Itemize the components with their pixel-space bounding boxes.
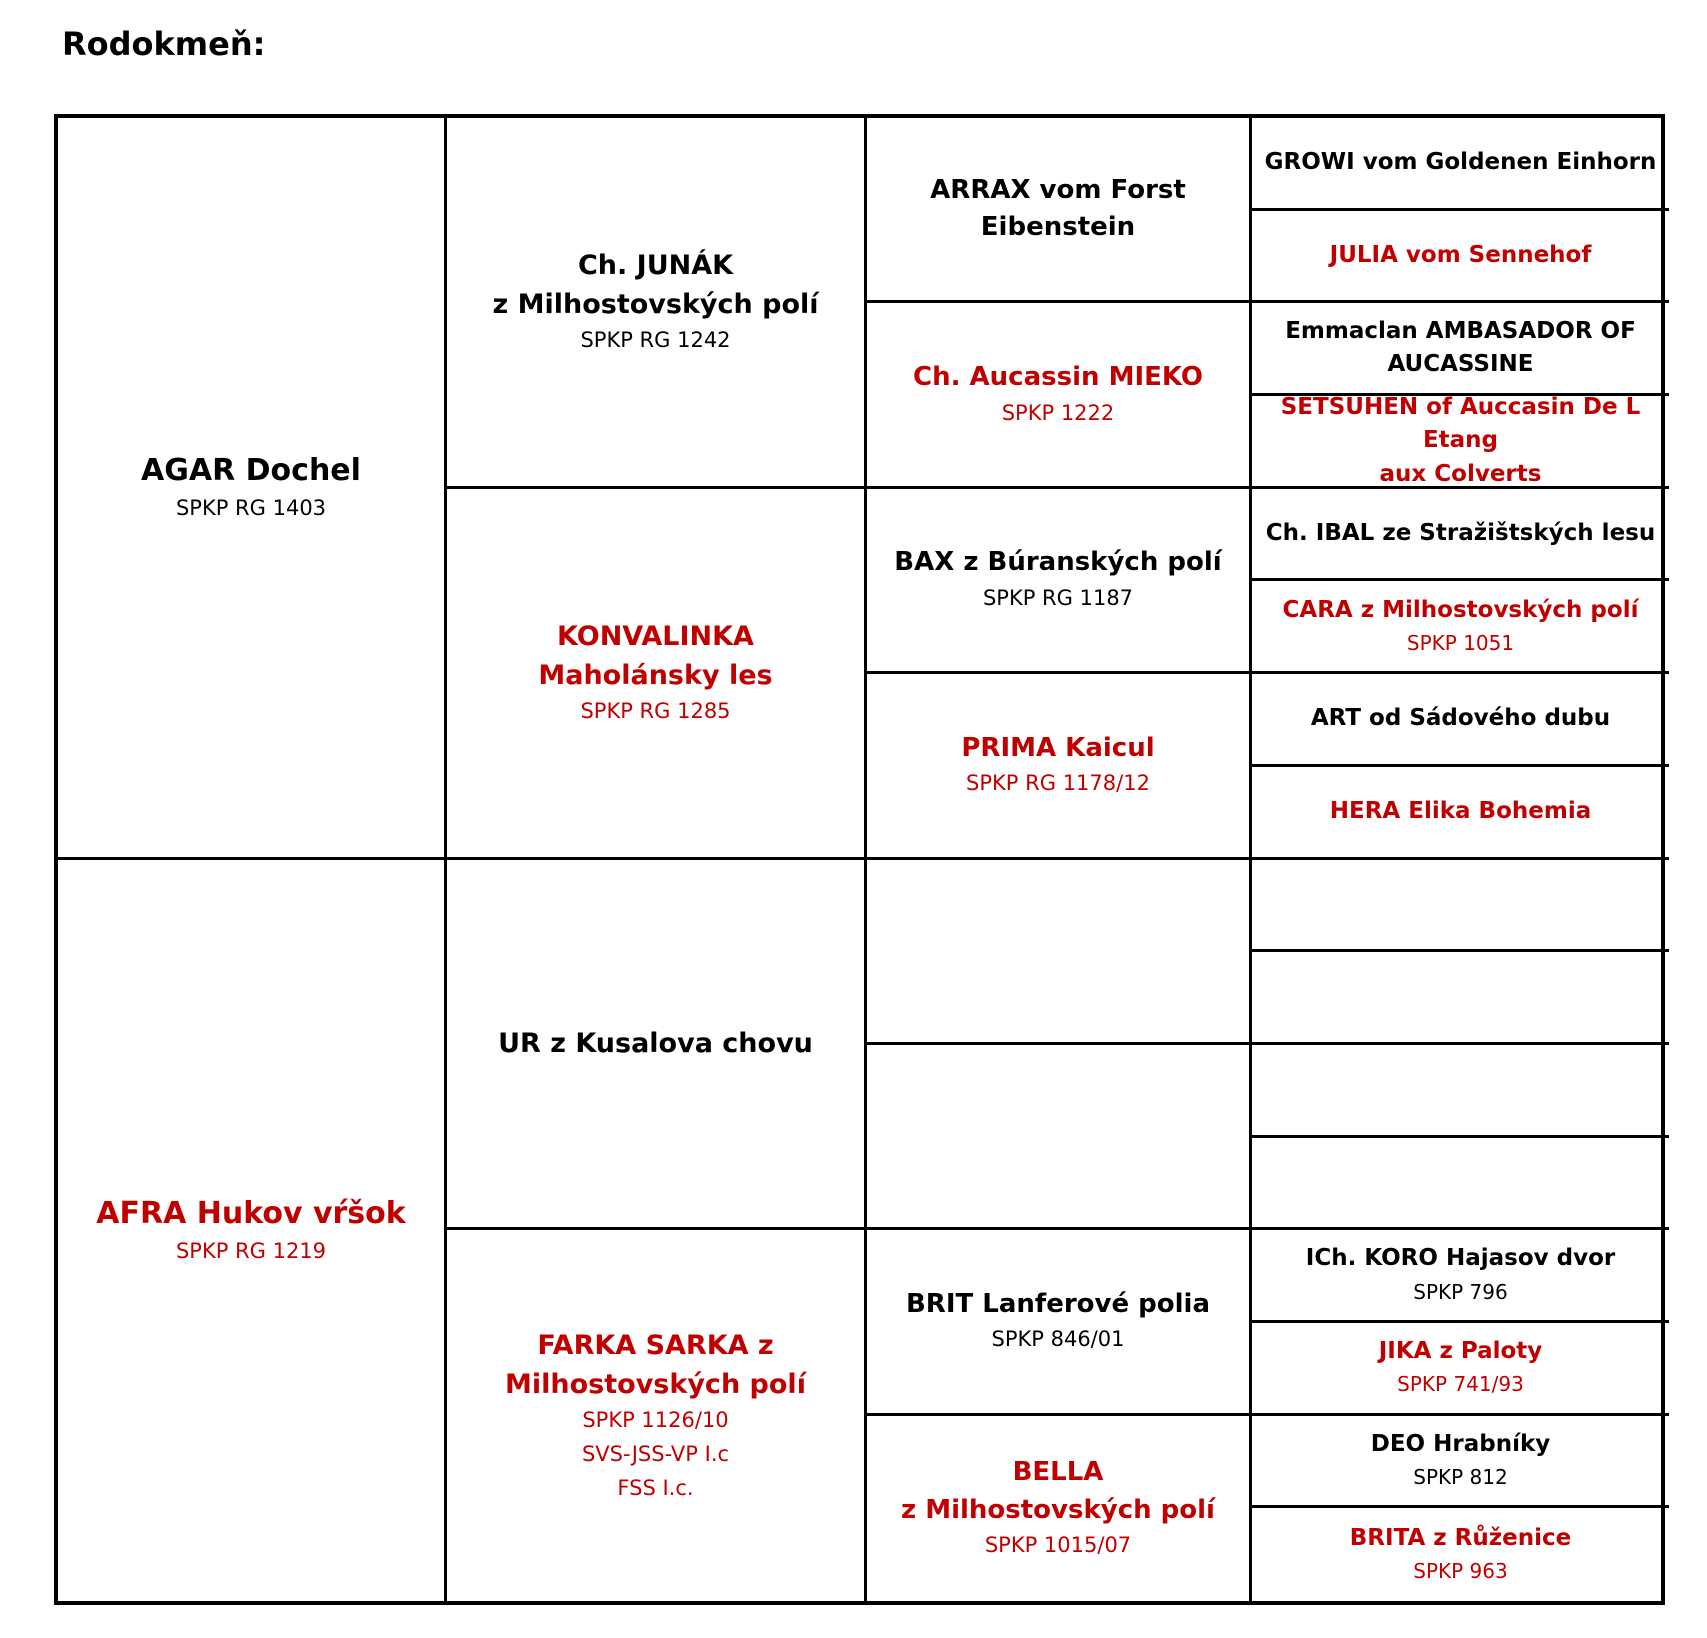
pedigree-cell-gen1-dam [58,860,447,1602]
pedigree-cell-gen1-sire [58,118,447,860]
pedigree-cell-gen4-sire-sire-dam-dam [1252,396,1669,489]
pedigree-cell-gen4-dam-sire-sire-sire [1252,860,1669,953]
dog-name: CARA z Milhostovských polí [1282,596,1639,623]
dog-name: SETSUHEN of Auccasin De L Etang aux Colverts [1280,396,1641,487]
dog-name: PRIMA Kaicul [961,732,1155,763]
dog-name: BELLA z Milhostovských polí [901,1456,1215,1525]
registration-number: SPKP RG 1242 [580,328,731,353]
registration-number: SPKP 1126/10 SVS-JSS-VP I.c FSS I.c. [581,1408,730,1500]
pedigree-cell-gen3-sire-sire-sire [867,118,1252,303]
pedigree-cell-gen3-sire-dam-dam [867,674,1252,859]
page-title: Rodokmeň: [62,25,266,63]
registration-number: SPKP 741/93 [1397,1372,1524,1397]
registration-number: SPKP 846/01 [991,1327,1125,1352]
pedigree-cell-gen3-dam-dam-sire [867,1230,1252,1415]
pedigree-cell-gen3-dam-dam-dam [867,1416,1252,1601]
pedigree-cell-gen4-sire-dam-dam-sire [1252,674,1669,767]
pedigree-cell-gen4-dam-dam-dam-dam [1252,1508,1669,1601]
dog-name: ARRAX vom Forst Eibenstein [930,174,1186,243]
pedigree-cell-gen4-dam-dam-sire-sire [1252,1230,1669,1323]
pedigree-cell-gen4-dam-sire-dam-sire [1252,1045,1669,1138]
registration-number: SPKP RG 1403 [175,496,327,521]
dog-name: BRIT Lanferové polia [905,1288,1211,1319]
dog-name: ART od Sádového dubu [1310,705,1611,732]
dog-name: Ch. IBAL ze Stražištských lesu [1265,519,1656,546]
dog-name: BAX z Búranských polí [894,547,1222,578]
dog-name: Ch. JUNÁK z Milhostovských polí [492,249,819,321]
pedigree-cell-gen4-sire-sire-sire-sire [1252,118,1669,211]
dog-name: FARKA SARKA z Milhostovských polí [505,1330,806,1401]
pedigree-cell-gen4-dam-dam-dam-sire [1252,1416,1669,1509]
pedigree-cell-gen4-sire-dam-dam-dam [1252,767,1669,860]
pedigree-cell-gen4-sire-sire-sire-dam [1252,211,1669,304]
dog-name: UR z Kusalova chovu [498,1027,813,1059]
registration-number: SPKP RG 1219 [175,1239,327,1264]
registration-number: SPKP 1015/07 [984,1533,1132,1558]
dog-name: JULIA vom Sennehof [1329,241,1592,268]
dog-name: KONVALINKA Maholánsky les [538,620,773,691]
pedigree-cell-gen3-sire-dam-sire [867,489,1252,674]
dog-name: GROWI vom Goldenen Einhorn [1264,149,1657,176]
registration-number: SPKP RG 1187 [982,585,1134,610]
dog-name: DEO Hrabníky [1370,1430,1551,1457]
pedigree-cell-gen4-dam-sire-dam-dam [1252,1138,1669,1231]
pedigree-cell-gen3-sire-sire-dam [867,303,1252,488]
dog-name: Ch. Aucassin MIEKO [913,361,1203,392]
registration-number: SPKP 812 [1413,1465,1508,1490]
pedigree-cell-gen2-dam-dam [447,1230,867,1601]
registration-number: SPKP RG 1178/12 [966,771,1150,796]
pedigree-cell-gen2-dam-sire [447,860,867,1231]
dog-name: Emmaclan AMBASADOR OF AUCASSINE [1285,317,1636,378]
pedigree-cell-gen4-sire-dam-sire-dam [1252,581,1669,674]
registration-number: SPKP 1051 [1406,630,1515,655]
pedigree-cell-gen4-sire-dam-sire-sire [1252,489,1669,582]
dog-name: AFRA Hukov vŕšok [96,1195,406,1231]
registration-number: SPKP 796 [1413,1279,1508,1304]
registration-number: SPKP 963 [1413,1559,1508,1584]
pedigree-cell-gen4-dam-sire-sire-dam [1252,952,1669,1045]
pedigree-cell-gen4-dam-dam-sire-dam [1252,1323,1669,1416]
dog-name: HERA Elika Bohemia [1329,797,1592,824]
pedigree-cell-gen3-dam-sire-dam [867,1045,1252,1230]
dog-name: ICh. KORO Hajasov dvor [1305,1245,1616,1272]
dog-name: JIKA z Paloty [1378,1338,1543,1365]
registration-number: SPKP RG 1285 [580,698,731,723]
pedigree-cell-gen3-dam-sire-sire [867,860,1252,1045]
pedigree-cell-gen2-sire-sire [447,118,867,489]
registration-number: SPKP 1222 [1001,400,1115,425]
dog-name: AGAR Dochel [141,452,361,488]
pedigree-table [54,114,1665,1605]
dog-name: BRITA z Růženice [1349,1524,1572,1551]
pedigree-cell-gen2-sire-dam [447,489,867,860]
pedigree-cell-gen4-sire-sire-dam-sire [1252,303,1669,396]
